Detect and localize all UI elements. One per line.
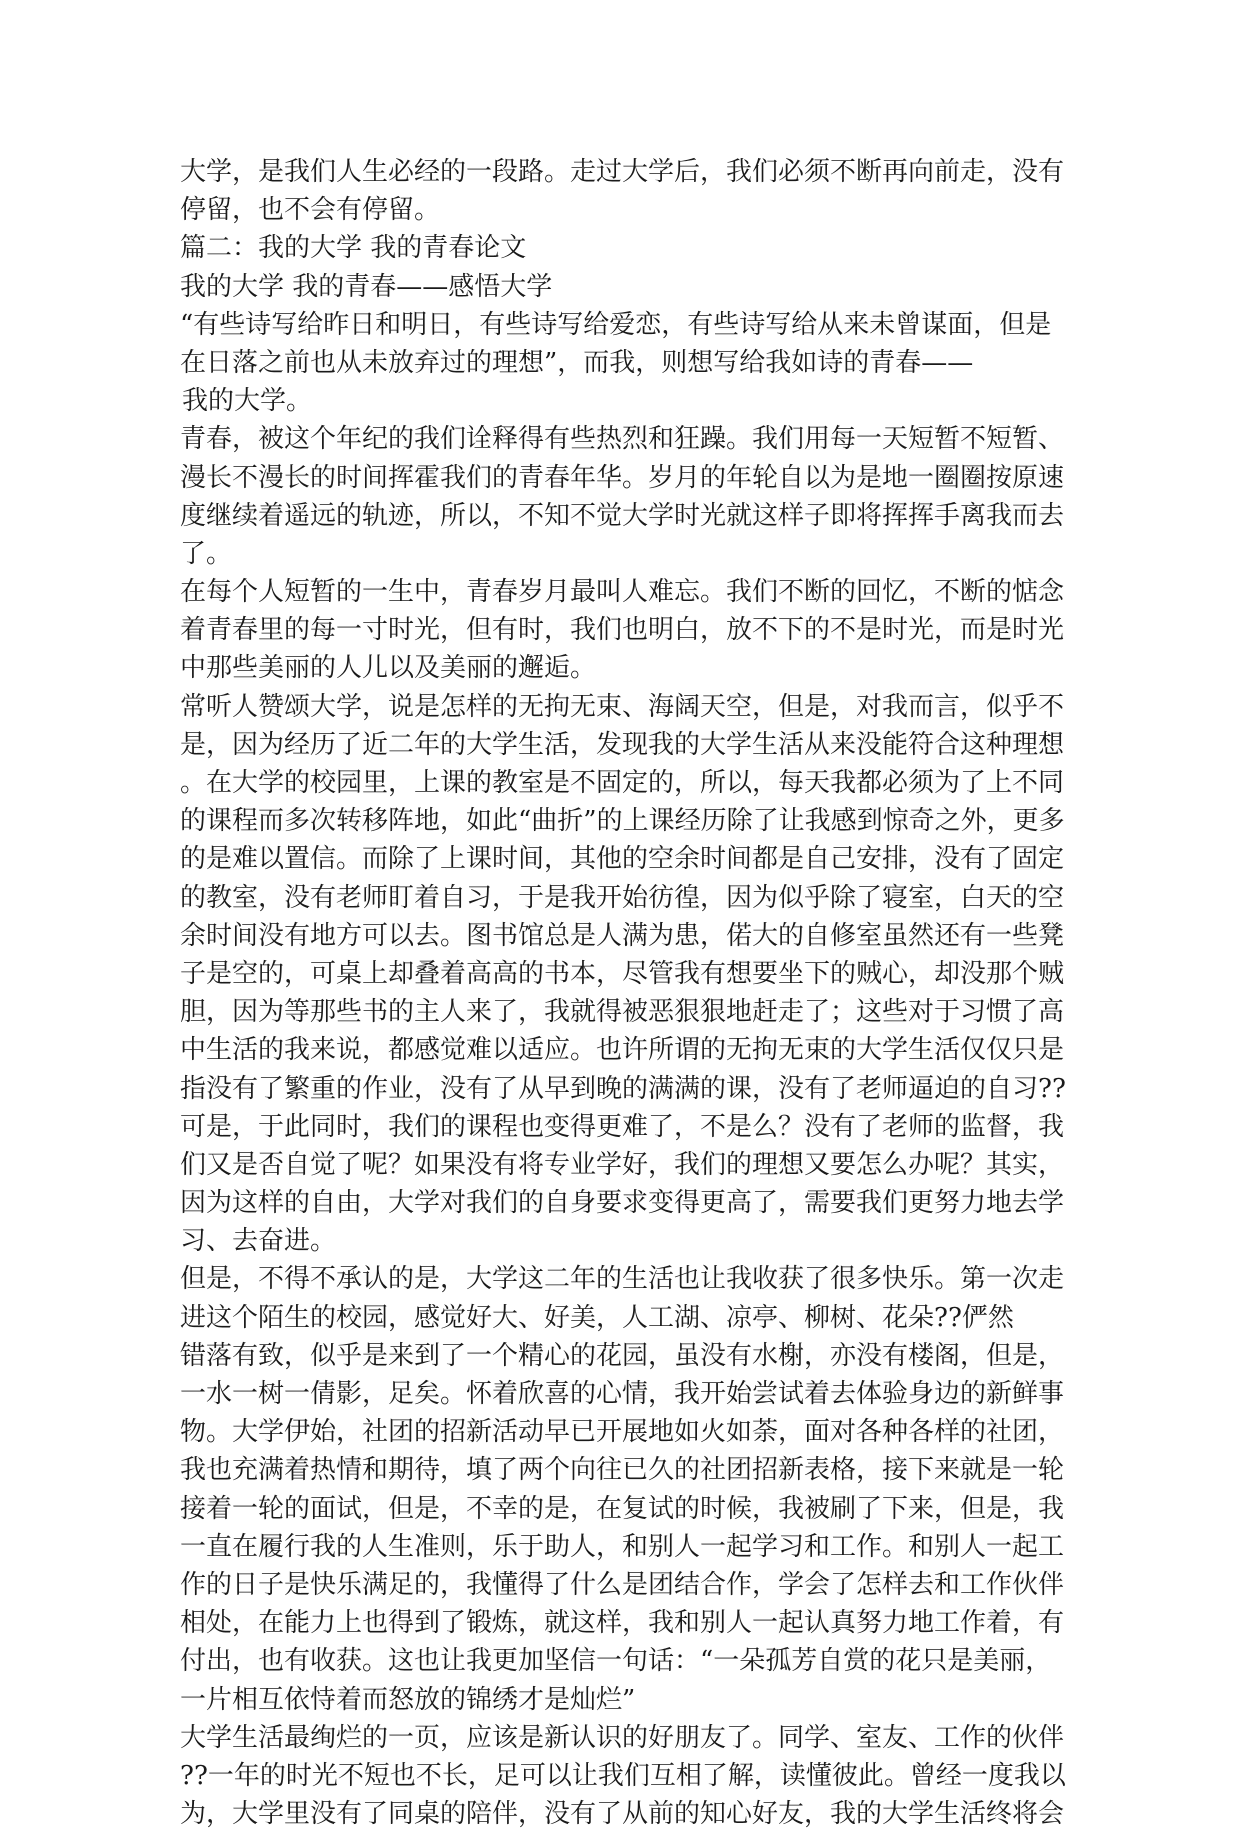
text-line: 付出，也有收获。这也让我更加坚信一句话：“一朵孤芳自赏的花只是美丽， [180,1646,1052,1677]
text-line: 在日落之前也从未放弃过的理想”，而我，则想写给我如诗的青春—— [180,347,974,378]
text-line: 大学生活最绚烂的一页，应该是新认识的好朋友了。同学、室友、工作的伙伴 [180,1722,1065,1753]
text-line: 在每个人短暂的一生中，青春岁月最叫人难忘。我们不断的回忆，不断的惦念 [180,577,1065,608]
text-line: ??一年的时光不短也不长，足可以让我们互相了解，读懂彼此。曾经一度我以 [180,1760,1066,1791]
text-line: 中那些美丽的人儿以及美丽的邂逅。 [180,653,597,684]
text-line: 们又是否自觉了呢？如果没有将专业学好，我们的理想又要怎么办呢？其实， [180,1149,1065,1180]
article-title: 我的大学 我的青春——感悟大学 [180,271,553,302]
text-line: 因为这样的自由，大学对我们的自身要求变得更高了，需要我们更努力地去学 [180,1188,1065,1219]
text-line: 着青春里的每一寸时光，但有时，我们也明白，放不下的不是时光，而是时光 [180,615,1065,646]
text-line: 一水一树一倩影，足矣。怀着欣喜的心情，我开始尝试着去体验身边的新鲜事 [180,1379,1065,1409]
text-line: 一片相互依恃着而怒放的锦绣才是灿烂” [180,1684,636,1715]
text-line: 了。 [180,538,233,569]
text-line: 我也充满着热情和期待，填了两个向往已久的社团招新表格，接下来就是一轮 [180,1455,1065,1486]
text-line: 漫长不漫长的时间挥霍我们的青春年华。岁月的年轮自以为是地一圈圈按原速 [180,462,1065,493]
text-line: 进这个陌生的校园，感觉好大、好美，人工湖、凉亭、柳树、花朵??俨然 [180,1302,1014,1333]
text-line: “有些诗写给昨日和明日，有些诗写给爱恋，有些诗写给从来未曾谋面，但是 [180,309,1052,340]
text-line: 相处，在能力上也得到了锻炼，就这样，我和别人一起认真努力地工作着，有 [180,1608,1065,1639]
text-line: 指没有了繁重的作业，没有了从早到晚的满满的课，没有了老师逼迫的自习?? [180,1073,1066,1104]
text-line: 但是，不得不承认的是，大学这二年的生活也让我收获了很多快乐。第一次走 [180,1264,1065,1295]
text-line: 是，因为经历了近二年的大学生活，发现我的大学生活从来没能符合这种理想 [180,729,1065,760]
text-line: 的课程而多次转移阵地，如此“曲折”的上课经历除了让我感到惊奇之外，更多 [180,806,1065,837]
text-line: 可是，于此同时，我们的课程也变得更难了，不是么？没有了老师的监督，我 [180,1111,1065,1142]
text-line: 青春，被这个年纪的我们诠释得有些热烈和狂躁。我们用每一天短暂不短暂、 [180,424,1065,455]
text-line: 停留，也不会有停留。 [180,195,441,226]
text-line: 胆，因为等那些书的主人来了，我就得被恶狠狠地赶走了；这些对于习惯了高 [180,997,1065,1028]
document-body [180,153,1080,1833]
text-line: 物。大学伊始，社团的招新活动早已开展地如火如荼，面对各种各样的社团， [180,1417,1065,1448]
text-line: 的教室，没有老师盯着自习，于是我开始彷徨，因为似乎除了寝室，白天的空 [180,882,1065,913]
text-line: 作的日子是快乐满足的，我懂得了什么是团结合作，学会了怎样去和工作伙伴 [180,1569,1065,1600]
text-line: 一直在履行我的人生准则，乐于助人，和别人一起学习和工作。和别人一起工 [180,1531,1065,1562]
section-heading: 篇二：我的大学 我的青春论文 [180,233,527,264]
text-line: 。在大学的校园里，上课的教室是不固定的，所以，每天我都必须为了上不同 [180,768,1065,798]
text-line: 接着一轮的面试，但是，不幸的是，在复试的时候，我被刷了下来，但是，我 [180,1493,1065,1524]
text-line: 常听人赞颂大学，说是怎样的无拘无束、海阔天空，但是，对我而言，似乎不 [180,691,1065,722]
text-line: 余时间没有地方可以去。图书馆总是人满为患，偌大的自修室虽然还有一些凳 [180,920,1065,951]
text-line: 习、去奋进。 [180,1226,337,1257]
text-line: 子是空的，可桌上却叠着高高的书本，尽管我有想要坐下的贼心，却没那个贼 [180,958,1065,989]
text-line: 度继续着遥远的轨迹，所以，不知不觉大学时光就这样子即将挥挥手离我而去 [180,500,1065,531]
text-line: 的是难以置信。而除了上课时间，其他的空余时间都是自己安排，没有了固定 [180,844,1065,875]
text-line: 错落有致，似乎是来到了一个精心的花园，虽没有水榭，亦没有楼阁，但是， [180,1340,1065,1371]
text-line: 为，大学里没有了同桌的陪伴，没有了从前的知心好友，我的大学生活终将会 [180,1799,1065,1830]
text-line: 我的大学。 [182,386,313,417]
text-line: 中生活的我来说，都感觉难以适应。也许所谓的无拘无束的大学生活仅仅只是 [180,1035,1065,1066]
text-line: 大学，是我们人生必经的一段路。走过大学后，我们必须不断再向前走，没有 [180,157,1065,187]
